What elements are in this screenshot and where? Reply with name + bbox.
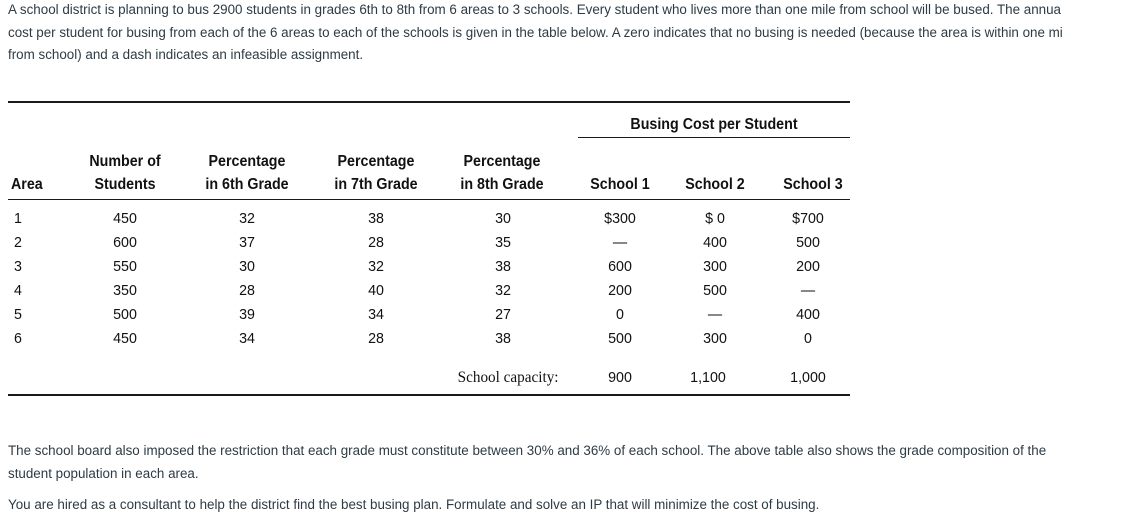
task-line: You are hired as a consultant to help the district find the best busing plan. Formulate and solve an IP that will minimize the cost of busing. [8, 497, 820, 512]
grade6-cell: 30 [239, 258, 255, 275]
grade8-cell: 35 [495, 234, 511, 251]
grade7-cell: 38 [368, 210, 384, 227]
grade6-cell: 37 [239, 234, 255, 251]
students-cell: 350 [113, 282, 137, 299]
grade6-cell: 32 [239, 210, 255, 227]
group-header-rule [578, 137, 850, 138]
grade8-cell: 38 [495, 258, 511, 275]
school2-cost-cell: 500 [703, 282, 727, 299]
grade8-cell: 30 [495, 210, 511, 227]
table-top-rule [8, 101, 850, 103]
school3-cost-cell: 500 [796, 234, 820, 251]
area-cell: 1 [14, 210, 22, 227]
grade6-header-line2: in 6th Grade [205, 176, 289, 193]
capacity-label: School capacity: [457, 369, 559, 386]
grade7-cell: 34 [368, 306, 384, 323]
school1-header: School 1 [590, 176, 650, 193]
capacity-school1: 900 [608, 369, 632, 386]
restriction-line: The school board also imposed the restriction that each grade must constitute between 30% and 36% of each school. The above table also shows the grade composition of the [8, 443, 1047, 458]
school2-cost-cell: 300 [703, 258, 727, 275]
students-cell: 600 [113, 234, 137, 251]
area-cell: 5 [14, 306, 22, 323]
grade8-header-line2: in 8th Grade [460, 176, 544, 193]
capacity-school3: 1,000 [790, 369, 826, 386]
students-cell: 550 [113, 258, 137, 275]
grade7-cell: 40 [368, 282, 384, 299]
area-cell: 6 [14, 330, 22, 347]
table-bottom-rule [8, 394, 850, 396]
school3-cost-cell: 400 [796, 306, 820, 323]
school1-cost-cell: 500 [608, 330, 632, 347]
grade8-cell: 38 [495, 330, 511, 347]
grade6-cell: 34 [239, 330, 255, 347]
busing-cost-header: Busing Cost per Student [630, 116, 798, 133]
restriction-paragraph [8, 440, 1124, 485]
school1-cost-cell: 0 [616, 306, 624, 323]
grade8-cell: 32 [495, 282, 511, 299]
grade8-cell: 27 [495, 306, 511, 323]
grade6-header-line1: Percentage [208, 153, 286, 170]
intro-line: from school) and a dash indicates an infeasible assignment. [8, 47, 364, 62]
grade8-header-line1: Percentage [463, 153, 541, 170]
school1-cost-cell: — [612, 234, 628, 251]
school2-cost-cell: 400 [703, 234, 727, 251]
students-cell: 450 [113, 210, 137, 227]
intro-line: cost per student for busing from each of the 6 areas to each of the schools is given in the table below. A zero indicates that no busing is needed (because the area is within one mi [8, 24, 1063, 40]
intro-line: A school district is planning to bus 2900 students in grades 6th to 8th from 6 areas to 3 schools. Every student who lives more than one mile from school will be bused. The annua [8, 2, 1061, 17]
school1-cost-cell: 200 [608, 282, 632, 299]
students-cell: 450 [113, 330, 137, 347]
header-bottom-rule [8, 199, 850, 200]
school2-cost-cell: $ 0 [705, 210, 725, 227]
school1-cost-cell: 600 [608, 258, 632, 275]
school3-cost-cell: — [800, 282, 816, 299]
school3-header: School 3 [783, 176, 843, 193]
school1-cost-cell: $300 [604, 210, 636, 227]
area-header: Area [11, 176, 43, 193]
students-header-line2: Students [94, 176, 156, 193]
grade7-cell: 28 [368, 330, 384, 347]
area-cell: 4 [14, 282, 22, 299]
grade6-cell: 39 [239, 306, 255, 323]
school3-cost-cell: 200 [796, 258, 820, 275]
restriction-line: student population in each area. [8, 465, 199, 481]
students-cell: 500 [113, 306, 137, 323]
grade7-cell: 28 [368, 234, 384, 251]
school3-cost-cell: 0 [804, 330, 812, 347]
school2-cost-cell: 300 [703, 330, 727, 347]
area-cell: 2 [14, 234, 22, 251]
task-paragraph [8, 494, 1124, 517]
students-header-line1: Number of [89, 153, 161, 170]
area-cell: 3 [14, 258, 22, 275]
school2-cost-cell: — [707, 306, 723, 323]
capacity-school2: 1,100 [690, 369, 726, 386]
school2-header: School 2 [685, 176, 745, 193]
school3-cost-cell: $700 [792, 210, 824, 227]
grade6-cell: 28 [239, 282, 255, 299]
grade7-header-line1: Percentage [337, 153, 415, 170]
grade7-header-line2: in 7th Grade [334, 176, 418, 193]
grade7-cell: 32 [368, 258, 384, 275]
